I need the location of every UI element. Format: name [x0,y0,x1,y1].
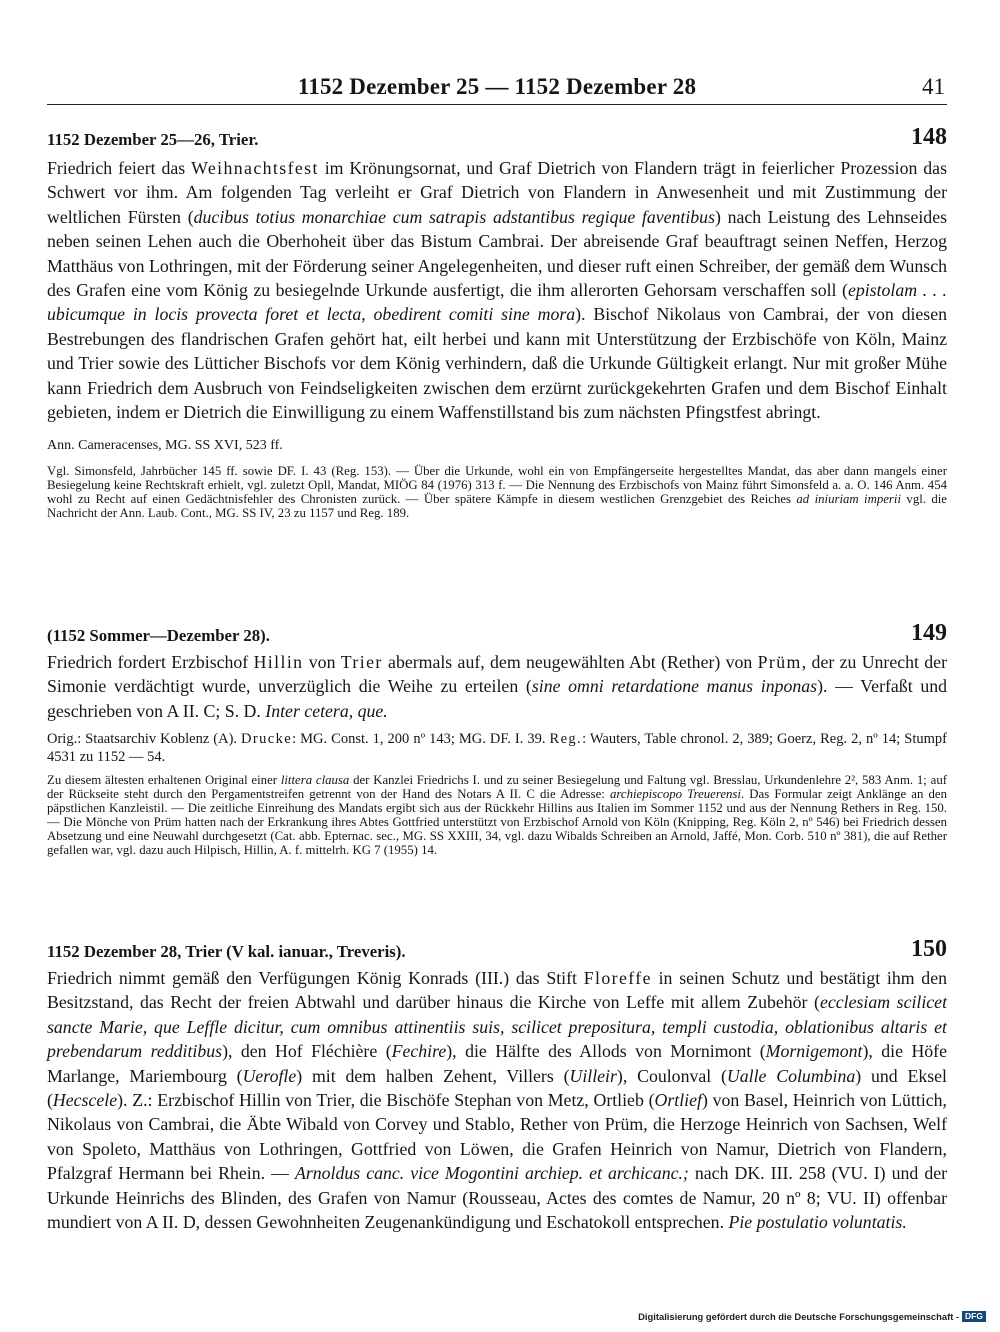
text-run: ), die Höfe Marlange, Mariembourg ( [47,1041,947,1086]
spaced-run: Drucke [241,731,293,748]
text-run: ) mit dem halben Zehent, Villers ( [296,1065,570,1086]
regest-text [47,650,947,723]
text-run: Orig.: Staatsarchiv Koblenz (A). [47,731,242,748]
italic-run: littera clausa [280,773,350,788]
text-run: ). — Verfaßt und geschrieben von A II. C; S. D. [47,676,947,721]
entry-heading [47,124,947,152]
spaced-run: Trier [340,652,383,672]
entry-number: 148 [911,124,947,150]
text-run: : MG. Const. 1, 200 nº 143; MG. DF. I. 39. [292,731,550,748]
italic-run: Uilleir [569,1065,617,1086]
text-run: in seinen Schutz und bestätigt ihm den Besitzstand, das Recht der freien Abtwahl und darüber hinaus die Kirche von Leffe mit allem Zubehör ( [47,968,947,1013]
text-run: ) nach Leistung des Lehnseides neben seinen Lehen auch die Oberhoheit über das Bistum Cambrai. Der abreisende Graf beauftragt seinen Neffen, Herzog Matthäus von Lothringen, mit der Förderung seiner Angelegenheiten, und dieser ruft einen Schreiber, der gemäß dem Wunsch des Grafen eine vom König zu besiegelnde Urkunde ausfertigt, die ihm allerorten Gehorsam verschaffen soll ( [47,206,948,301]
text-run: von [303,652,341,672]
entry-heading [47,620,947,648]
text-run: Friedrich nimmt gemäß den Verfügungen König Konrads (III.) das Stift [47,968,584,988]
text-run: Vgl. Simonsfeld, Jahrbücher 145 ff. sowie DF. I. 43 (Reg. 153). — Über die Urkunde, wohl ein von Empfängerseite hergestelltes Mandat, das aber dann mangels einer Besiegelung keine Rechtskraft erhielt, vgl. zuletzt Opll, Mandat, MIÖG 84 (1976) 313 f. — Die Nennung des Erzbischofs von Mainz führt Simonsfeld a. a. O. 146 Anm. 454 wohl zu Recht auf einen Gedächtnisfehler des Chronisten zurück. — Über spätere Kämpfe in diesem westlichen Grenzgebiet des Reiches [47,464,947,507]
footer-text: Digitalisierung gefördert durch die Deutsche Forschungsgemeinschaft - [638,1311,960,1322]
italic-run: Ualle Columbina [726,1065,856,1086]
spaced-run: Reg. [549,731,583,748]
source-citation [47,730,947,766]
text-run: ) und Eksel ( [47,1065,948,1111]
italic-run: Pie postulatio voluntatis. [728,1212,907,1233]
text-run: im Krönungsornat, und Graf Dietrich von Flandern trägt in feierlicher Prozession das Schwert vor ihm. Am folgenden Tag verleiht er Graf Dietrich von Flandern in Anwesenheit und mit Zustimmung der weltlichen Fürsten ( [47,158,947,227]
italic-run: Fechire [391,1041,447,1062]
italic-run: Arnoldus canc. vice Mogontini archiep. et archicanc.; [294,1163,689,1184]
text-run: nach DK. III. 258 (VU. I) und der Urkunde Heinrichs des Blinden, des Grafen von Namur (Rousseau, Actes des comtes de Namur, 20 nº 8; VU. II) offenbar mundiert von A II. D, dessen Gewohnheiten Zeugenankündigung und Eschatokoll entsprechen. [47,1163,948,1233]
entry-date-place: 1152 Dezember 25—26, Trier. [47,130,259,149]
text-run: Friedrich fordert Erzbischof [47,652,254,672]
spaced-run: Prüm [757,652,802,672]
italic-run: archiepiscopo Treuerensi [610,787,741,802]
entry-number: 150 [911,936,947,962]
italic-run: Mornigemont [765,1041,863,1062]
text-run: der Kanzlei Friedrichs I. und zu seiner Besiegelung und Faltung vgl. Bresslau, Urkundenlehre 2², 583 Anm. 1; auf der Rückseite steht durch den Pergamentstreifen getrennt von der Hand des Notars A II. C die Adresse: [47,773,947,802]
spaced-run: Hillin [253,652,304,672]
italic-run: ad iniuriam imperii [796,492,902,507]
entry-date-place: (1152 Sommer—Dezember 28). [47,626,270,645]
source-citation: Ann. Cameracenses, MG. SS XVI, 523 ff. [47,438,283,454]
footer [638,1311,986,1322]
text-run: Friedrich feiert das [47,158,192,178]
text-run: ). Z.: Erzbischof Hillin von Trier, die Bischöfe Stephan von Metz, Ortlieb ( [117,1090,655,1111]
text-run: . Das Formular zeigt Anklänge an den päpstlichen Kanzleistil. — Die zeitliche Einreihung des Mandats ergibt sich aus der Rückkehr Hillins aus Italien im Sommer 1152 und aus der Nennung Rethers in Reg. 150. — Die Mönche von Prüm hatten nach der Erkrankung ihres Abtes Gottfried unterstützt von Erzbischof Arnold von Köln (Knipping, Reg. Köln 2, nº 546) bei Friedrich dessen Absetzung und eine Neuwahl durchgesetzt (Cat. abb. Epternac. sec., MG. SS XXIII, 34, vgl. dazu Wibalds Schreiben an Arnold, Jaffé, Mon. Corb. 510 nº 381), die auf Rether gefallen war, vgl. dazu auch Hilpisch, Hillin, A. f. mittelrh. KG 7 (1955) 14. [47,787,948,857]
italic-run: sine omni retardatione manus inponas [531,676,818,697]
text-run: ), die Hälfte des Allods von Mornimont ( [446,1041,766,1062]
spaced-run: Floreffe [583,968,652,988]
text-run: ). Bischof Nikolaus von Cambrai, der von diesen Bestrebungen des flandrischen Grafen gehört hat, eilt herbei und kann mit Unterstützung der Erzbischöfe von Köln, Mainz und Trier sowie des Lütticher Bischofs vor dem König verhindern, daß die Urkunde Gültigkeit erlangt. Nur mit großer Mühe kann Friedrich dem Ausbruch von Feindseligkeiten zwischen dem erzürnt zurückgekehrten Grafen und dem Bischof Einhalt gebieten, indem er Dietrich die Einwilligung zu einem Waffenstillstand bis zum nächsten Pfingstfest abringt. [47,304,947,423]
entry-heading [47,936,947,964]
spaced-run: Weihnachtsfest [191,158,319,178]
regest-text [47,156,947,424]
dfg-logo: DFG [962,1311,986,1322]
text-run: ) von Basel, Heinrich von Lüttich, Nikolaus von Cambrai, die Äbte Wibald von Corvey und Stablo, Rether von Prüm, die Herzoge Heinrich von Sachsen, Welf von Spoleto, Matthäus von Lothringen, Gottfried von Löwen, die Grafen Heinrich von Namur, Dietrich von Flandern, Pfalzgraf Hermann bei Rhein. — [47,1090,947,1184]
text-run: , der zu Unrecht der Simonie verdächtigt wurde, unverzüglich die Weihe zu erteilen ( [47,652,947,697]
regest-entry-150 [47,936,948,1234]
text-run: abermals auf, dem neugewählten Abt (Rether) von [382,652,758,672]
regest-entry-148 [47,124,948,521]
text-run: ), den Hof Fléchière ( [222,1041,392,1062]
italic-run: ducibus totius monarchiae cum satrapis adstantibus regique faventibus [193,206,715,227]
italic-run: Hecscele [52,1090,118,1111]
italic-run: Ortlief [654,1090,702,1111]
italic-run: Inter cetera, que. [265,700,388,721]
regest-entry-149 [47,620,948,858]
entry-number: 149 [911,620,947,646]
italic-run: Uerofle [242,1065,297,1086]
running-title: 1152 Dezember 25 — 1152 Dezember 28 [297,74,697,99]
page-number: 41 [922,74,945,99]
regest-text [47,966,947,1234]
italic-run: ecclesiam scilicet sancte Marie, que Leffle dicitur, cum omnibus attinentiis suis, scilicet prepositura, templi custodia, oblationibus altaris et prebendarum redditibus [47,992,948,1062]
text-run: ), Coulonval ( [616,1065,727,1086]
italic-run: epistolam . . . ubicumque in locis provecta foret et lecta, obedirent comiti sine mora [47,280,947,325]
entry-date-place: 1152 Dezember 28, Trier (V kal. ianuar., Treveris). [47,942,406,961]
commentary-notes [47,774,947,857]
text-run: Zu diesem ältesten erhaltenen Original einer [47,773,281,788]
text-run: : Wauters, Table chronol. 2, 389; Goerz, Reg. 2, nº 14; Stumpf 4531 zu 1152 — 54. [47,731,947,766]
text-run: vgl. die Nachricht der Ann. Laub. Cont., MG. SS IV, 23 zu 1157 und Reg. 189. [47,492,947,521]
running-head [47,70,947,105]
commentary-notes [47,465,947,521]
